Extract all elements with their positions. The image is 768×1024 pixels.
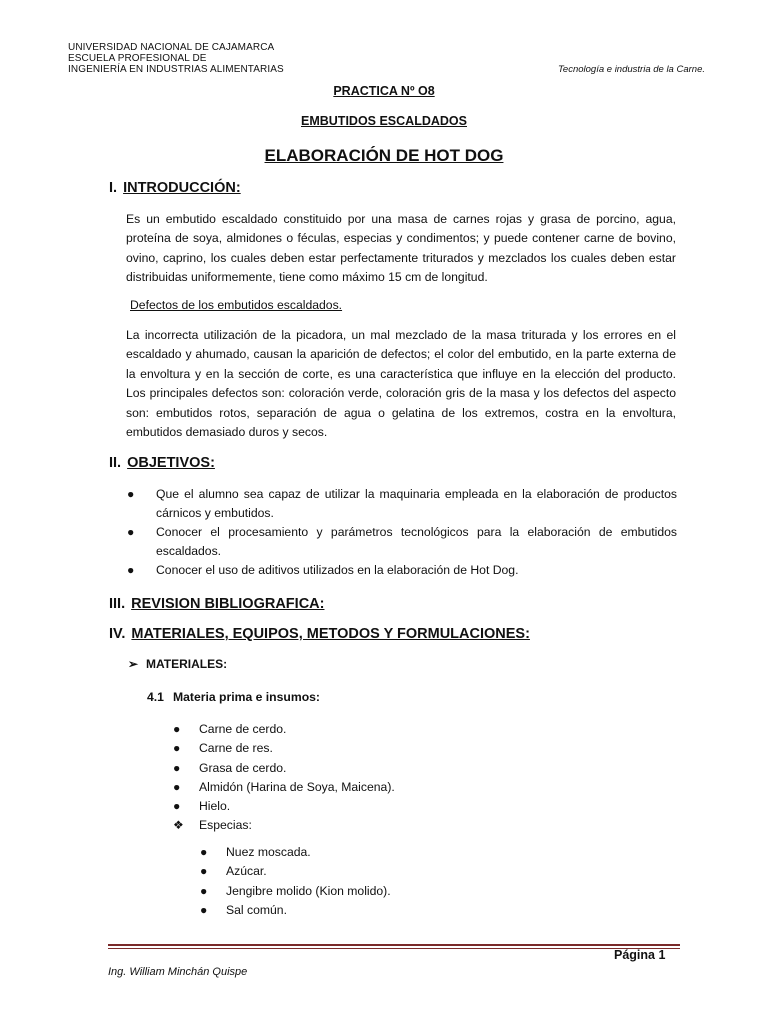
list-item: ● Azúcar. [200, 862, 600, 881]
list-item: ❖ Especias: [173, 816, 573, 835]
list-item: ● Conocer el procesamiento y parámetros tecnológicos para la elaboración de embutidos escaldados. [127, 525, 677, 558]
section-label: OBJETIVOS: [127, 455, 215, 471]
section-label: MATERIALES, EQUIPOS, METODOS Y FORMULACIONES: [131, 626, 530, 642]
page-title: ELABORACIÓN DE HOT DOG [264, 146, 504, 165]
bullet-icon: ● [173, 779, 181, 794]
bullet-icon: ● [200, 883, 208, 898]
section-number: I. [109, 180, 118, 196]
list-item: ● Carne de res. [173, 739, 573, 758]
bullet-icon: ● [200, 902, 208, 917]
institution-line-2: ESCUELA PROFESIONAL DE [68, 53, 207, 64]
list-item: ● Nuez moscada. [200, 843, 600, 862]
section-intro-heading [109, 180, 241, 196]
bullet-icon: ● [200, 845, 208, 859]
institution-line-1: UNIVERSIDAD NACIONAL DE CAJAMARCA [68, 42, 275, 53]
section-number: II. [109, 455, 122, 471]
subsection-number: 4.1 [147, 690, 164, 704]
practice-subtitle: EMBUTIDOS ESCALDADOS [301, 114, 467, 128]
defects-paragraph: La incorrecta utilización de la picadora, un mal mezclado de la masa triturada y los errores en el escaldado y ahumado, causan la aparición de defectos; el color del embutido, en la parte externa de la envoltura y en la sección de corte, es una característica que influye en la elección del producto. Los principales defectos son: coloración verde, coloración gris de la masa y los defectos del aspecto son: embutidos rotos, separación de agua o gelatina de los extremos, costra en la envoltura, embutidos demasiado duros y secos. [126, 328, 676, 440]
section-label: REVISION BIBLIOGRAFICA: [131, 596, 325, 612]
bullet-icon: ● [200, 864, 208, 879]
section-label: INTRODUCCIÓN: [123, 180, 241, 196]
section-number: IV. [109, 626, 126, 642]
arrow-icon: ➢ [128, 657, 139, 671]
section-materiales-heading [109, 626, 530, 642]
list-item: ● Que el alumno sea capaz de utilizar la maquinaria empleada en la elaboración de productos cárnicos y embutidos. [127, 487, 677, 520]
bullet-icon: ● [127, 525, 135, 539]
bullet-icon: ● [173, 741, 181, 756]
subsection-4-1 [147, 690, 320, 704]
list-item: ● Conocer el uso de aditivos utilizados en la elaboración de Hot Dog. [127, 561, 677, 580]
diamond-bullet-icon: ❖ [173, 818, 184, 833]
materiales-label: MATERIALES: [146, 657, 228, 671]
footer-divider-thin [108, 948, 680, 949]
especias-list [200, 843, 600, 920]
list-item: ● Hielo. [173, 797, 573, 816]
institution-line-3: INGENIERÍA EN INDUSTRIAS ALIMENTARIAS [68, 64, 284, 75]
bullet-icon: ● [173, 722, 181, 736]
author-name: Ing. William Minchán Quispe [108, 966, 248, 978]
defects-title: Defectos de los embutidos escaldados. [130, 298, 343, 312]
section-number: III. [109, 596, 126, 612]
bullet-icon: ● [127, 563, 135, 577]
bullet-icon: ● [173, 760, 181, 775]
page-number: Página 1 [614, 948, 666, 962]
list-item: ● Carne de cerdo. [173, 720, 573, 739]
materiales-heading [128, 657, 227, 671]
list-item: ● Sal común. [200, 901, 600, 920]
materia-prima-list [173, 720, 573, 836]
bullet-icon: ● [127, 487, 135, 501]
section-objetivos-heading [109, 455, 215, 471]
practice-number: PRACTICA Nº O8 [333, 84, 435, 98]
course-name: Tecnología e industria de la Carne. [558, 64, 705, 75]
list-item: ● Jengibre molido (Kion molido). [200, 882, 600, 901]
list-item: ● Grasa de cerdo. [173, 759, 573, 778]
subsection-label: Materia prima e insumos: [173, 690, 320, 704]
section-revision-heading [109, 596, 324, 612]
bullet-icon: ● [173, 799, 181, 814]
footer-divider [108, 944, 680, 946]
intro-paragraph: Es un embutido escaldado constituido por una masa de carnes rojas y grasa de porcino, agua, proteína de soya, almidones o féculas, especias y condimentos; y puede contener carne de bovino, ovino, caprino, los cuales deben estar perfectamente triturados y mezclados los cuales deben estar distribuidas uniformemente, tiene como máximo 15 cm de longitud. [126, 212, 676, 285]
objectives-list [127, 485, 677, 580]
list-item: ● Almidón (Harina de Soya, Maicena). [173, 778, 573, 797]
